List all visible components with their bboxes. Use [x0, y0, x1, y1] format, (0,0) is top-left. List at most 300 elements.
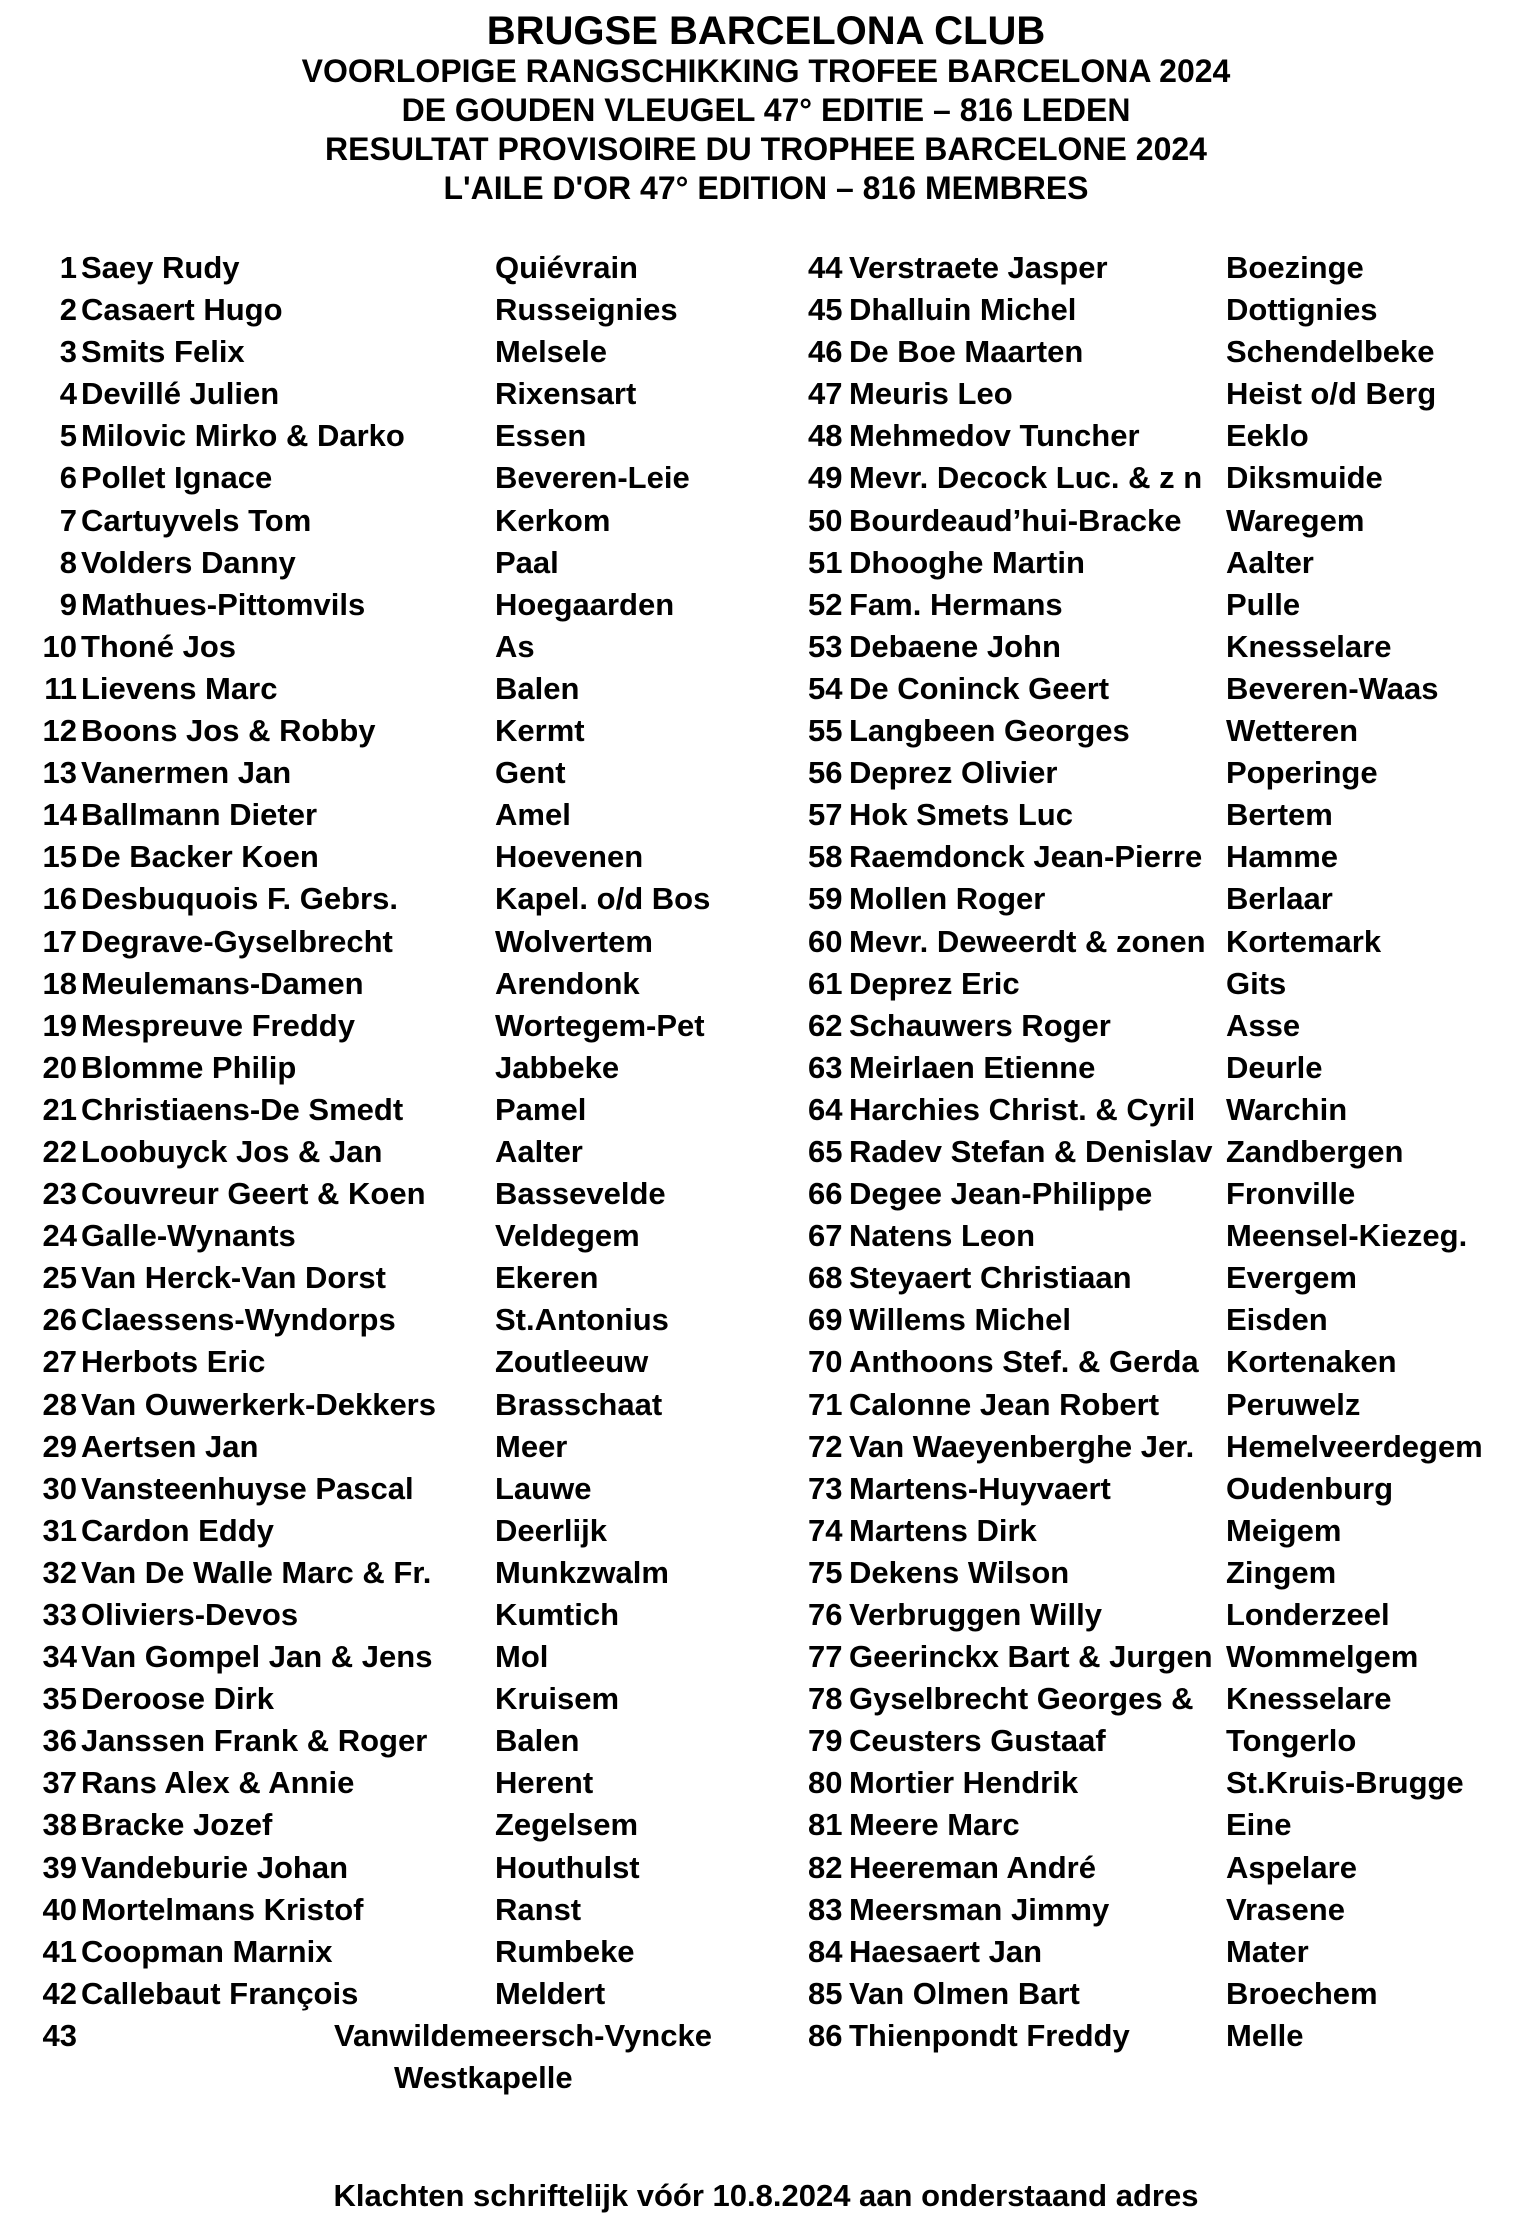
participant-name: Geerinckx Bart & Jurgen	[849, 1639, 1213, 1675]
participant-place: Poperinge	[1226, 755, 1378, 791]
participant-name: Heereman André	[849, 1849, 1096, 1885]
ranking-row	[808, 1384, 1523, 1426]
participant-place: Meigem	[1226, 1512, 1342, 1548]
participant-place: Zegelsem	[495, 1807, 639, 1843]
rank-number: 49	[808, 460, 843, 496]
rank-number: 13	[42, 755, 77, 791]
participant-name: Van Gompel Jan & Jens	[81, 1639, 433, 1675]
participant-place: Knesselare	[1226, 628, 1392, 664]
rank-number: 21	[42, 1091, 77, 1127]
participant-name: Cartuyvels Tom	[81, 502, 312, 538]
participant-place: Deurle	[1226, 1049, 1323, 1085]
participant-name: Calonne Jean Robert	[849, 1386, 1160, 1422]
participant-name: Deroose Dirk	[81, 1681, 274, 1717]
ranking-row	[808, 1762, 1523, 1804]
rank-number: 46	[808, 334, 843, 370]
ranking-row	[808, 584, 1523, 626]
ranking-row	[37, 1762, 737, 1804]
participant-name: Martens-Huyvaert	[849, 1470, 1111, 1506]
participant-name: Smits Felix	[81, 334, 245, 370]
participant-place: Eeklo	[1226, 418, 1309, 454]
ranking-row	[808, 1468, 1523, 1510]
rank-number: 68	[808, 1260, 843, 1296]
rank-number: 66	[808, 1176, 843, 1212]
rank-number: 10	[42, 628, 77, 664]
ranking-row	[37, 1089, 737, 1131]
ranking-row	[37, 1468, 737, 1510]
ranking-row	[808, 247, 1523, 289]
ranking-row	[37, 415, 737, 457]
ranking-row	[37, 1005, 737, 1047]
participant-place: Westkapelle	[394, 2059, 573, 2095]
participant-place: Schendelbeke	[1226, 334, 1435, 370]
participant-place: Kermt	[495, 713, 585, 749]
participant-place: Asse	[1226, 1007, 1301, 1043]
participant-place: Bassevelde	[495, 1176, 666, 1212]
ranking-row	[37, 878, 737, 920]
participant-place: Jabbeke	[495, 1049, 620, 1085]
participant-name: Dekens Wilson	[849, 1554, 1070, 1590]
ranking-row	[37, 710, 737, 752]
participant-name: Mollen Roger	[849, 881, 1046, 917]
rank-number: 16	[42, 881, 77, 917]
participant-place: Balen	[495, 670, 580, 706]
participant-name: Natens Leon	[849, 1218, 1036, 1254]
ranking-row	[37, 1131, 737, 1173]
rank-number: 9	[59, 586, 77, 622]
ranking-row	[808, 1047, 1523, 1089]
participant-name: Langbeen Georges	[849, 713, 1130, 749]
rank-number: 70	[808, 1344, 843, 1380]
participant-place: Hemelveerdegem	[1226, 1428, 1483, 1464]
rank-number: 64	[808, 1091, 843, 1127]
participant-name: Radev Stefan & Denislav	[849, 1133, 1213, 1169]
ranking-row	[37, 752, 737, 794]
participant-name: Mevr. Decock Luc. & z n	[849, 460, 1203, 496]
participant-name: Van Waeyenberghe Jer.	[849, 1428, 1195, 1464]
complaints-notice: Klachten schriftelijk vóór 10.8.2024 aan onderstaand adres	[333, 2178, 1199, 2213]
participant-name: Raemdonck Jean-Pierre	[849, 839, 1203, 875]
ranking-row	[808, 1089, 1523, 1131]
rank-number: 40	[42, 1891, 77, 1927]
participant-name: Volders Danny	[81, 544, 296, 580]
participant-name: Ceusters Gustaaf	[849, 1723, 1106, 1759]
ranking-row	[808, 1299, 1523, 1341]
rank-number: 54	[808, 670, 843, 706]
participant-name: Saey Rudy	[81, 250, 240, 285]
participant-name: Janssen Frank & Roger	[81, 1723, 428, 1759]
ranking-row	[808, 331, 1523, 373]
ranking-row	[808, 1341, 1523, 1383]
ranking-row	[808, 1594, 1523, 1636]
rank-number: 44	[808, 250, 843, 285]
rank-number: 5	[59, 418, 77, 454]
participant-name: Hok Smets Luc	[849, 797, 1073, 833]
participant-place: Veldegem	[495, 1218, 640, 1254]
participant-name: Vanwildemeersch-Vyncke	[334, 2017, 712, 2053]
participant-name: Christiaens-De Smedt	[81, 1091, 404, 1127]
participant-place: Dottignies	[1226, 292, 1378, 328]
participant-place: Munkzwalm	[495, 1554, 669, 1590]
participant-place: Balen	[495, 1723, 580, 1759]
rank-number: 84	[808, 1933, 843, 1969]
header-line-3: RESULTAT PROVISOIRE DU TROPHEE BARCELONE 2024	[325, 131, 1207, 167]
ranking-row	[37, 584, 737, 626]
participant-name: Harchies Christ. & Cyril	[849, 1091, 1196, 1127]
rank-number: 50	[808, 502, 843, 538]
ranking-row	[37, 1847, 737, 1889]
participant-name: Verstraete Jasper	[849, 250, 1108, 285]
participant-name: Bracke Jozef	[81, 1807, 273, 1843]
ranking-row	[808, 1215, 1523, 1257]
rank-number: 55	[808, 713, 843, 749]
participant-place: Essen	[495, 418, 587, 454]
participant-name: Herbots Eric	[81, 1344, 266, 1380]
participant-name: Desbuquois F. Gebrs.	[81, 881, 398, 917]
participant-place: Deerlijk	[495, 1512, 608, 1548]
participant-name: Callebaut François	[81, 1975, 359, 2011]
participant-place: Wortegem-Pet	[495, 1007, 705, 1043]
ranking-row	[808, 1636, 1523, 1678]
ranking-row	[808, 1889, 1523, 1931]
participant-name: Verbruggen Willy	[849, 1597, 1102, 1632]
ranking-row	[808, 963, 1523, 1005]
participant-name: Blomme Philip	[81, 1049, 297, 1085]
header-line-1: VOORLOPIGE RANGSCHIKKING TROFEE BARCELONA 2024	[301, 53, 1231, 89]
participant-name: Van De Walle Marc & Fr.	[81, 1554, 432, 1590]
rank-number: 26	[42, 1302, 77, 1338]
ranking-row	[808, 794, 1523, 836]
ranking-row	[808, 1257, 1523, 1299]
participant-place: Meer	[495, 1428, 568, 1464]
participant-place: Melsele	[495, 334, 608, 370]
participant-name: Degrave-Gyselbrecht	[81, 923, 393, 959]
participant-place: Wolvertem	[495, 923, 653, 959]
rank-number: 34	[42, 1639, 77, 1675]
participant-name: Deprez Eric	[849, 965, 1020, 1001]
participant-place: Arendonk	[495, 965, 640, 1001]
participant-place: Brasschaat	[495, 1386, 663, 1422]
participant-name: Milovic Mirko & Darko	[81, 418, 405, 454]
rank-number: 6	[59, 460, 77, 496]
participant-place: Hoegaarden	[495, 586, 675, 622]
ranking-row	[37, 1889, 737, 1931]
participant-place: Beveren-Leie	[495, 460, 690, 496]
rank-number: 42	[42, 1975, 77, 2011]
rank-number: 8	[59, 544, 77, 580]
participant-place: Kerkom	[495, 502, 611, 538]
ranking-row	[37, 668, 737, 710]
participant-place: Hoevenen	[495, 839, 644, 875]
rank-number: 36	[42, 1723, 77, 1759]
participant-name: Meere Marc	[849, 1807, 1020, 1843]
ranking-row	[37, 1173, 737, 1215]
ranking-row	[37, 331, 737, 373]
participant-name: Dhalluin Michel	[849, 292, 1077, 328]
participant-name: Schauwers Roger	[849, 1007, 1111, 1043]
rank-number: 23	[42, 1176, 77, 1212]
participant-name: Anthoons Stef. & Gerda	[849, 1344, 1199, 1380]
ranking-row	[37, 500, 737, 542]
participant-place: Fronville	[1226, 1176, 1356, 1212]
ranking-row	[37, 794, 737, 836]
ranking-row	[37, 921, 737, 963]
participant-place: Kumtich	[495, 1597, 619, 1632]
ranking-row	[37, 1804, 737, 1846]
participant-place: Berlaar	[1226, 881, 1333, 917]
header-line-2: DE GOUDEN VLEUGEL 47° EDITIE – 816 LEDEN	[401, 92, 1131, 128]
rank-number: 19	[42, 1007, 77, 1043]
participant-place: Meensel-Kiezeg.	[1226, 1218, 1468, 1254]
rank-number: 4	[59, 376, 77, 412]
ranking-row	[808, 1678, 1523, 1720]
rank-number: 79	[808, 1723, 843, 1759]
ranking-row	[808, 710, 1523, 752]
rank-number: 14	[42, 797, 77, 833]
rank-number: 80	[808, 1765, 843, 1801]
participant-place: Knesselare	[1226, 1681, 1392, 1717]
rank-number: 20	[42, 1049, 77, 1085]
participant-name: Meirlaen Etienne	[849, 1049, 1096, 1085]
rank-number: 58	[808, 839, 843, 875]
participant-name: Gyselbrecht Georges &	[849, 1681, 1194, 1717]
participant-place: Aspelare	[1226, 1849, 1357, 1885]
participant-place: Wetteren	[1226, 713, 1359, 749]
rank-number: 86	[808, 2017, 843, 2053]
ranking-row	[808, 1426, 1523, 1468]
rank-number: 85	[808, 1975, 843, 2011]
participant-place: Waregem	[1226, 502, 1365, 538]
ranking-row	[808, 1552, 1523, 1594]
participant-name: Claessens-Wyndorps	[81, 1302, 396, 1338]
participant-name: Pollet Ignace	[81, 460, 273, 496]
participant-place: Beveren-Waas	[1226, 670, 1439, 706]
participant-place: Warchin	[1226, 1091, 1348, 1127]
rank-number: 83	[808, 1891, 843, 1927]
participant-name: Mespreuve Freddy	[81, 1007, 355, 1043]
ranking-row	[808, 1510, 1523, 1552]
participant-name: Van Herck-Van Dorst	[81, 1260, 386, 1296]
rank-number: 22	[42, 1133, 77, 1169]
ranking-row	[808, 1131, 1523, 1173]
participant-place: Mater	[1226, 1933, 1309, 1969]
participant-place: Aalter	[1226, 544, 1314, 580]
ranking-row	[808, 289, 1523, 331]
ranking-row	[808, 2015, 1523, 2057]
participant-place: Melle	[1226, 2017, 1304, 2053]
rank-number: 2	[59, 292, 77, 328]
ranking-row	[808, 1005, 1523, 1047]
participant-name: Aertsen Jan	[81, 1428, 259, 1464]
participant-place: Herent	[495, 1765, 594, 1801]
rank-number: 74	[808, 1512, 843, 1548]
rank-number: 82	[808, 1849, 843, 1885]
ranking-row	[37, 1384, 737, 1426]
participant-name: Vandeburie Johan	[81, 1849, 349, 1885]
participant-place: Eine	[1226, 1807, 1292, 1843]
rank-number: 39	[42, 1849, 77, 1885]
participant-place: Rumbeke	[495, 1933, 635, 1969]
participant-name: Vansteenhuyse Pascal	[81, 1470, 414, 1506]
participant-name: Meersman Jimmy	[849, 1891, 1110, 1927]
participant-place: Ekeren	[495, 1260, 599, 1296]
ranking-row	[37, 1678, 737, 1720]
ranking-row-43	[37, 2015, 737, 2099]
ranking-row	[37, 1299, 737, 1341]
participant-name: Willems Michel	[849, 1302, 1071, 1338]
participant-name: Loobuyck Jos & Jan	[81, 1133, 383, 1169]
rank-number: 18	[42, 965, 77, 1001]
participant-name: Casaert Hugo	[81, 292, 283, 328]
ranking-row	[37, 247, 737, 289]
ranking-row	[808, 1847, 1523, 1889]
rank-number: 56	[808, 755, 843, 791]
participant-name: Oliviers-Devos	[81, 1597, 299, 1632]
rank-number: 61	[808, 965, 843, 1001]
ranking-row	[808, 626, 1523, 668]
participant-place: Eisden	[1226, 1302, 1328, 1338]
participant-place: Houthulst	[495, 1849, 640, 1885]
header-line-4: L'AILE D'OR 47° EDITION – 816 MEMBRES	[443, 170, 1089, 206]
participant-place: Heist o/d Berg	[1226, 376, 1437, 412]
rank-number: 17	[42, 923, 77, 959]
ranking-row	[808, 752, 1523, 794]
rank-number: 62	[808, 1007, 843, 1043]
rank-number: 75	[808, 1554, 843, 1590]
rank-number: 27	[42, 1344, 77, 1380]
participant-place: St.Kruis-Brugge	[1226, 1765, 1464, 1801]
document-header	[0, 10, 1532, 208]
participant-name: Deprez Olivier	[849, 755, 1058, 791]
ranking-row	[808, 878, 1523, 920]
participant-name: Devillé Julien	[81, 376, 280, 412]
participant-place: Bertem	[1226, 797, 1333, 833]
participant-name: Mortier Hendrik	[849, 1765, 1079, 1801]
participant-place: Rixensart	[495, 376, 637, 412]
participant-name: De Backer Koen	[81, 839, 319, 875]
ranking-row	[808, 668, 1523, 710]
rank-number: 67	[808, 1218, 843, 1254]
participant-name: Dhooghe Martin	[849, 544, 1085, 580]
participant-name: De Coninck Geert	[849, 670, 1110, 706]
ranking-row	[37, 1720, 737, 1762]
participant-place: As	[495, 628, 535, 664]
ranking-row	[37, 626, 737, 668]
participant-name: Mortelmans Kristof	[81, 1891, 364, 1927]
participant-place: Pulle	[1226, 586, 1301, 622]
participant-place: Zingem	[1226, 1554, 1337, 1590]
ranking-row	[808, 921, 1523, 963]
ranking-row	[808, 500, 1523, 542]
rank-number: 60	[808, 923, 843, 959]
participant-name: Coopman Marnix	[81, 1933, 333, 1969]
participant-place: Wommelgem	[1226, 1639, 1419, 1675]
participant-place: Hamme	[1226, 839, 1338, 875]
participant-name: Mehmedov Tuncher	[849, 418, 1140, 454]
participant-name: Steyaert Christiaan	[849, 1260, 1132, 1296]
participant-name: De Boe Maarten	[849, 334, 1084, 370]
participant-name: Van Olmen Bart	[849, 1975, 1080, 2011]
rank-number: 57	[808, 797, 843, 833]
participant-place: Aalter	[495, 1133, 583, 1169]
ranking-row	[37, 1215, 737, 1257]
participant-name: Debaene John	[849, 628, 1061, 664]
rank-number: 38	[42, 1807, 77, 1843]
participant-name: Rans Alex & Annie	[81, 1765, 355, 1801]
participant-name: Ballmann Dieter	[81, 797, 318, 833]
participant-place: Kortemark	[1226, 923, 1382, 959]
ranking-row	[808, 1720, 1523, 1762]
rank-number: 11	[44, 670, 77, 706]
ranking-row	[37, 1552, 737, 1594]
rank-number: 31	[42, 1512, 77, 1548]
ranking-row	[37, 1594, 737, 1636]
participant-name: Martens Dirk	[849, 1512, 1037, 1548]
rank-number: 72	[808, 1428, 843, 1464]
rank-number: 33	[42, 1597, 77, 1632]
participant-place: Russeignies	[495, 292, 678, 328]
participant-name: Boons Jos & Robby	[81, 713, 376, 749]
participant-name: Galle-Wynants	[81, 1218, 296, 1254]
participant-name: Mathues-Pittomvils	[81, 586, 366, 622]
rank-number: 35	[42, 1681, 77, 1717]
participant-place: Lauwe	[495, 1470, 592, 1506]
ranking-row	[37, 289, 737, 331]
participant-place: Mol	[495, 1639, 549, 1675]
participant-place: Ranst	[495, 1891, 582, 1927]
ranking-column-right	[808, 247, 1523, 2057]
participant-place: St.Antonius	[495, 1302, 669, 1338]
ranking-row	[808, 542, 1523, 584]
participant-place: Evergem	[1226, 1260, 1357, 1296]
ranking-row	[37, 1257, 737, 1299]
rank-number: 7	[59, 502, 77, 538]
ranking-row	[37, 1510, 737, 1552]
ranking-row	[37, 1931, 737, 1973]
club-title: BRUGSE BARCELONA CLUB	[486, 9, 1046, 53]
participant-place: Boezinge	[1226, 250, 1364, 285]
rank-number: 25	[42, 1260, 77, 1296]
participant-name: Thoné Jos	[81, 628, 237, 664]
rank-number: 63	[808, 1049, 843, 1085]
participant-name: Meulemans-Damen	[81, 965, 364, 1001]
ranking-row	[808, 1173, 1523, 1215]
ranking-row	[37, 1636, 737, 1678]
ranking-row	[37, 457, 737, 499]
participant-name: Degee Jean-Philippe	[849, 1176, 1153, 1212]
participant-name: Lievens Marc	[81, 670, 278, 706]
participant-name: Van Ouwerkerk-Dekkers	[81, 1386, 436, 1422]
rank-number: 15	[42, 839, 77, 875]
ranking-row	[808, 415, 1523, 457]
rank-number: 24	[42, 1218, 77, 1254]
rank-number: 78	[808, 1681, 843, 1717]
participant-place: Peruwelz	[1226, 1386, 1361, 1422]
rank-number: 76	[808, 1597, 843, 1632]
participant-name: Fam. Hermans	[849, 586, 1063, 622]
rank-number: 29	[42, 1428, 77, 1464]
rank-number: 32	[42, 1554, 77, 1590]
ranking-row	[37, 836, 737, 878]
rank-number: 41	[42, 1933, 77, 1969]
participant-name: Cardon Eddy	[81, 1512, 274, 1548]
ranking-row	[37, 542, 737, 584]
participant-place: Londerzeel	[1226, 1597, 1390, 1632]
rank-number: 73	[808, 1470, 843, 1506]
rank-number: 53	[808, 628, 843, 664]
rank-number: 65	[808, 1133, 843, 1169]
ranking-row	[808, 1931, 1523, 1973]
